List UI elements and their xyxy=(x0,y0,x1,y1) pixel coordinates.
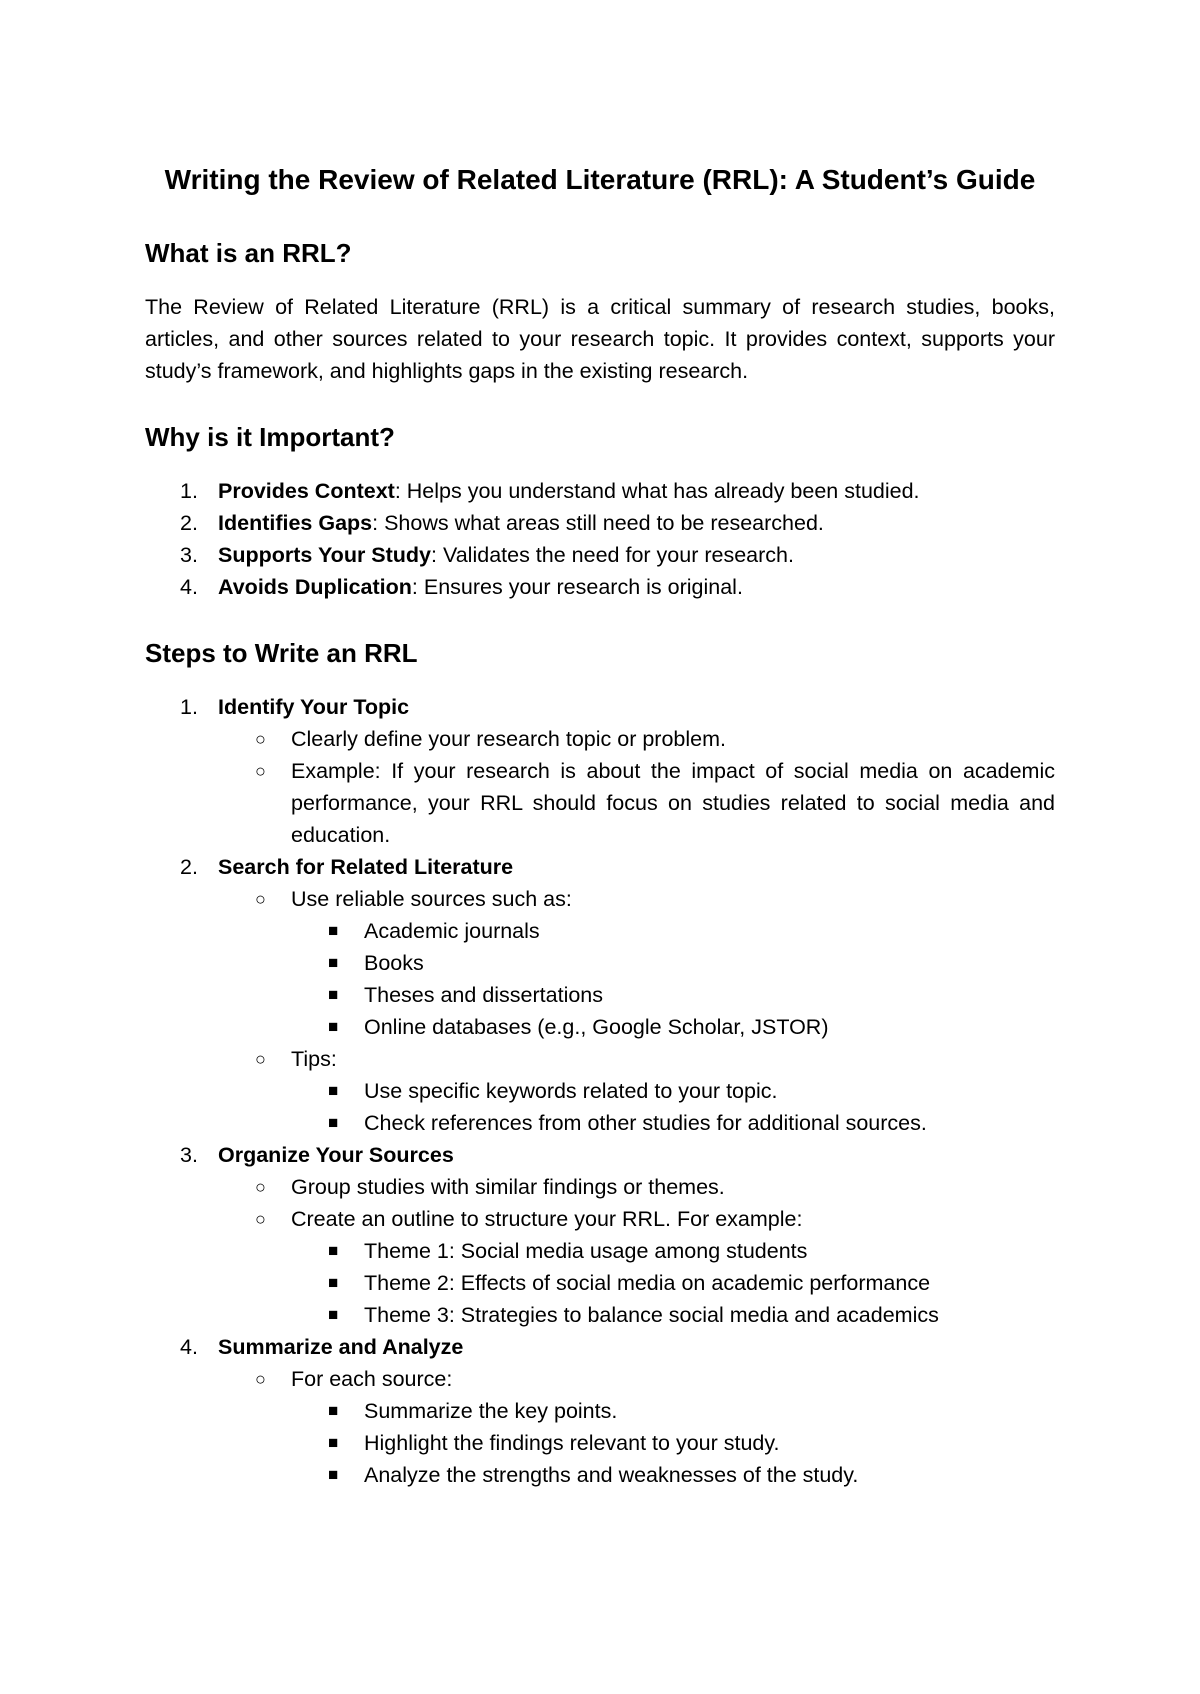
hollow-circle-bullet-icon: ○ xyxy=(255,1049,266,1069)
sub-bullets xyxy=(291,1395,1055,1491)
bullet-item xyxy=(218,1363,1055,1491)
bullet-text: Group studies with similar findings or themes. xyxy=(291,1175,725,1199)
document-page xyxy=(145,160,1055,1491)
sub-bullet-item xyxy=(291,1107,1055,1139)
sub-bullet-text: Highlight the findings relevant to your study. xyxy=(364,1431,780,1455)
sub-bullet-text: Theme 1: Social media usage among students xyxy=(364,1239,808,1263)
step-item-search-literature xyxy=(145,851,1055,1139)
importance-description: : Ensures your research is original. xyxy=(411,575,743,599)
sub-bullets xyxy=(291,1235,1055,1331)
square-bullet-icon: ■ xyxy=(328,1113,339,1132)
importance-item xyxy=(145,475,1055,507)
importance-term: Provides Context xyxy=(218,479,395,503)
list-number: 4. xyxy=(180,575,198,599)
square-bullet-icon: ■ xyxy=(328,1401,339,1420)
list-number: 4. xyxy=(180,1335,198,1359)
hollow-circle-bullet-icon: ○ xyxy=(255,729,266,749)
square-bullet-icon: ■ xyxy=(328,1081,339,1100)
step-bullets xyxy=(218,1171,1055,1331)
sub-bullet-text: Online databases (e.g., Google Scholar, JSTOR) xyxy=(364,1015,829,1039)
sub-bullet-text: Use specific keywords related to your topic. xyxy=(364,1079,778,1103)
step-bullets xyxy=(218,723,1055,851)
square-bullet-icon: ■ xyxy=(328,1241,339,1260)
list-number: 2. xyxy=(180,855,198,879)
bullet-item xyxy=(218,723,1055,755)
square-bullet-icon: ■ xyxy=(328,985,339,1004)
importance-item xyxy=(145,571,1055,603)
list-number: 3. xyxy=(180,543,198,567)
step-item-organize-sources xyxy=(145,1139,1055,1331)
bullet-text: Example: If your research is about the impact of social media on academic performance, your RRL should focus on studies related to social media and education. xyxy=(291,759,1055,847)
sub-bullet-text: Summarize the key points. xyxy=(364,1399,618,1423)
list-number: 2. xyxy=(180,511,198,535)
hollow-circle-bullet-icon: ○ xyxy=(255,889,266,909)
sub-bullet-text: Check references from other studies for additional sources. xyxy=(364,1111,927,1135)
step-bullets xyxy=(218,883,1055,1139)
bullet-text: Clearly define your research topic or problem. xyxy=(291,727,726,751)
hollow-circle-bullet-icon: ○ xyxy=(255,1177,266,1197)
sub-bullet-text: Theme 3: Strategies to balance social media and academics xyxy=(364,1303,939,1327)
square-bullet-icon: ■ xyxy=(328,1305,339,1324)
sub-bullet-item xyxy=(291,1427,1055,1459)
bullet-text: Tips: xyxy=(291,1047,337,1071)
bullet-item xyxy=(218,755,1055,851)
bullet-text: Use reliable sources such as: xyxy=(291,887,572,911)
list-number: 3. xyxy=(180,1143,198,1167)
list-number: 1. xyxy=(180,479,198,503)
sub-bullet-item xyxy=(291,1235,1055,1267)
sub-bullet-text: Analyze the strengths and weaknesses of the study. xyxy=(364,1463,859,1487)
hollow-circle-bullet-icon: ○ xyxy=(255,1369,266,1389)
sub-bullet-item xyxy=(291,979,1055,1011)
sub-bullet-item xyxy=(291,1299,1055,1331)
importance-description: : Shows what areas still need to be researched. xyxy=(372,511,824,535)
hollow-circle-bullet-icon: ○ xyxy=(255,1209,266,1229)
step-title: Organize Your Sources xyxy=(218,1143,454,1167)
hollow-circle-bullet-icon: ○ xyxy=(255,761,266,781)
importance-term: Avoids Duplication xyxy=(218,575,412,599)
importance-description: : Helps you understand what has already been studied. xyxy=(394,479,920,503)
heading-what-is-rrl: What is an RRL? xyxy=(145,238,352,268)
sub-bullet-text: Books xyxy=(364,951,424,975)
step-title: Summarize and Analyze xyxy=(218,1335,464,1359)
bullet-text: Create an outline to structure your RRL. For example: xyxy=(291,1207,803,1231)
importance-list xyxy=(145,475,1055,603)
square-bullet-icon: ■ xyxy=(328,953,339,972)
bullet-item xyxy=(218,1043,1055,1139)
sub-bullet-text: Theses and dissertations xyxy=(364,983,604,1007)
step-title: Identify Your Topic xyxy=(218,695,410,719)
heading-why-important: Why is it Important? xyxy=(145,422,395,452)
square-bullet-icon: ■ xyxy=(328,1017,339,1036)
step-title: Search for Related Literature xyxy=(218,855,514,879)
sub-bullet-item xyxy=(291,1011,1055,1043)
bullet-text: For each source: xyxy=(291,1367,453,1391)
steps-list xyxy=(145,691,1055,1491)
sub-bullets xyxy=(291,915,1055,1043)
sub-bullet-text: Academic journals xyxy=(364,919,540,943)
importance-item xyxy=(145,539,1055,571)
square-bullet-icon: ■ xyxy=(328,1465,339,1484)
bullet-item xyxy=(218,1171,1055,1203)
square-bullet-icon: ■ xyxy=(328,1433,339,1452)
sub-bullet-item xyxy=(291,915,1055,947)
importance-term: Supports Your Study xyxy=(218,543,432,567)
square-bullet-icon: ■ xyxy=(328,1273,339,1292)
bullet-item xyxy=(218,1203,1055,1331)
sub-bullets xyxy=(291,1075,1055,1139)
rrl-definition-paragraph: The Review of Related Literature (RRL) is a critical summary of research studies, books, articles, and other sources related to your research topic. It provides context, supports your study’s framework, and highlights gaps in the existing research. xyxy=(145,295,1055,383)
importance-item xyxy=(145,507,1055,539)
sub-bullet-item xyxy=(291,947,1055,979)
bullet-item xyxy=(218,883,1055,1043)
step-item-identify-topic xyxy=(145,691,1055,851)
document-title: Writing the Review of Related Literature (RRL): A Student’s Guide xyxy=(164,164,1036,195)
importance-term: Identifies Gaps xyxy=(218,511,373,535)
sub-bullet-item xyxy=(291,1459,1055,1491)
sub-bullet-item xyxy=(291,1267,1055,1299)
importance-description: : Validates the need for your research. xyxy=(431,543,794,567)
list-number: 1. xyxy=(180,695,198,719)
sub-bullet-item xyxy=(291,1075,1055,1107)
step-bullets xyxy=(218,1363,1055,1491)
sub-bullet-item xyxy=(291,1395,1055,1427)
square-bullet-icon: ■ xyxy=(328,921,339,940)
step-item-summarize-analyze xyxy=(145,1331,1055,1491)
heading-steps: Steps to Write an RRL xyxy=(145,638,418,668)
sub-bullet-text: Theme 2: Effects of social media on academic performance xyxy=(364,1271,931,1295)
